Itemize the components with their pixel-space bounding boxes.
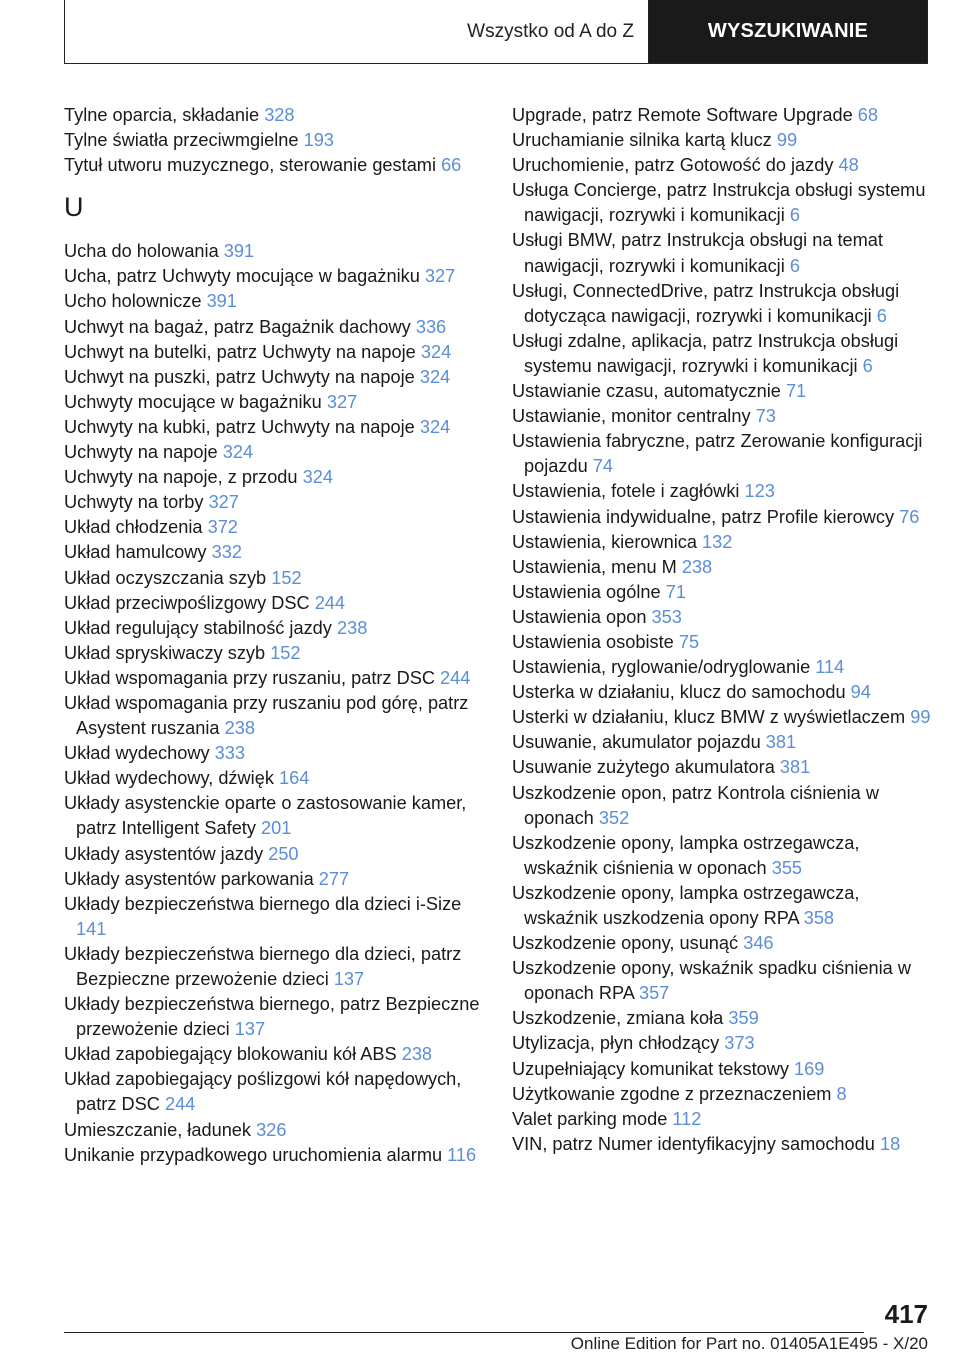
index-entry-text: Ucha do holowania [64,241,219,262]
index-entry [64,365,484,390]
index-entry [64,340,484,365]
index-page-link[interactable]: 327 [326,391,358,412]
index-entry [64,867,484,892]
index-page-link[interactable]: 238 [401,1044,433,1065]
index-entry-text: Uchwyt na bagaż, patrz Bagażnik dachowy [64,316,411,337]
index-entry [512,279,932,329]
index-entry-text: Układy asystentów parkowania [64,868,314,889]
index-page-link[interactable]: 391 [206,291,237,312]
index-entry-text: Układy asystenckie oparte o zastosowanie kamer, patrz Intelligent Safety [64,793,467,839]
index-entries-t [64,103,484,178]
section-letter-u: U [64,192,84,223]
index-page-link[interactable]: 74 [592,456,614,477]
index-page-link[interactable]: 48 [838,155,859,176]
index-entry [512,530,932,555]
index-page-link[interactable]: 152 [270,642,301,663]
index-entry-text: Ustawienia fabryczne, patrz Zerowanie konfiguracji pojazdu [512,431,923,477]
index-entry [512,881,932,931]
index-entry [512,153,932,178]
index-entry-text: Użytkowanie zgodne z przeznaczeniem [512,1083,832,1104]
index-entry-text: Uszkodzenie opony, lampka ostrzegawcza, wskaźnik uszkodzenia opony RPA [512,882,860,928]
index-entry-text: Ustawienia indywidualne, patrz Profile kierowcy [512,506,895,527]
index-entry-text: Usługi zdalne, aplikacja, patrz Instrukcja obsługi systemu nawigacji, rozrywki i komunikacji [512,330,899,376]
index-entry-text: Uchwyty na kubki, patrz Uchwyty na napoje [64,416,415,437]
index-entry [512,1006,932,1031]
index-entry-text: Utylizacja, płyn chłodzący [512,1033,720,1054]
page-number: 417 [884,1299,928,1329]
index-entry [512,178,932,228]
index-entry-text: Układ zapobiegający poślizgowi kół napędowych, patrz DSC [64,1069,462,1115]
index-entry [64,465,484,490]
index-column-left [64,103,484,1168]
index-entry-text: Uruchamianie silnika kartą klucz [512,130,772,151]
index-page-link[interactable]: 112 [672,1108,702,1129]
index-page-link[interactable]: 324 [420,341,452,362]
index-page-link[interactable]: 250 [268,843,299,864]
index-page-link[interactable]: 75 [678,631,700,652]
index-page-link[interactable]: 6 [789,255,800,276]
index-entry [64,741,484,766]
index-page-link[interactable]: 66 [441,155,462,176]
index-entry [512,831,932,881]
index-entry [512,755,932,780]
index-page-link[interactable]: 114 [815,657,845,678]
index-entry [512,379,932,404]
index-page-link[interactable]: 6 [876,305,887,326]
index-page-link[interactable]: 357 [638,983,670,1004]
index-entry [64,1118,484,1143]
index-page-link[interactable]: 137 [333,969,365,989]
index-page-link[interactable]: 353 [651,606,682,627]
index-page-link[interactable]: 336 [415,316,447,337]
index-page-link[interactable]: 324 [222,442,254,463]
index-entry [512,103,932,128]
index-entry-text: Usuwanie zużytego akumulatora [512,757,775,778]
index-entry-text: Tylne światła przeciwmgielne [64,130,299,151]
index-entry [512,1107,932,1132]
index-column-right [512,103,932,1157]
index-page-link[interactable]: 324 [419,416,451,437]
index-entry-text: Uchwyty na napoje, z przodu [64,467,298,488]
index-entry [512,329,932,379]
header-bar [64,0,928,64]
index-entry-text: Uchwyt na puszki, patrz Uchwyty na napoje [64,366,415,387]
index-page-link[interactable]: 99 [776,130,798,151]
index-entry [64,791,484,841]
index-page-link[interactable]: 238 [224,718,255,739]
index-page-link[interactable]: 355 [771,857,803,878]
index-entry-text: Unikanie przypadkowego uruchomienia alarmu [64,1144,443,1165]
index-page-link[interactable]: 193 [303,130,334,151]
index-page-link[interactable]: 73 [755,406,776,427]
index-entry [512,228,932,278]
index-page-link[interactable]: 152 [271,567,302,588]
index-entries-u-v [512,103,932,1157]
index-entry-text: Układ wydechowy [64,743,210,764]
index-entry-text: Ustawianie czasu, automatycznie [512,381,781,402]
index-entry [64,390,484,415]
index-page-link[interactable]: 381 [765,732,797,753]
index-entry [64,942,484,992]
index-entry-text: Uszkodzenie opony, usunąć [512,933,739,954]
index-entry [64,264,484,289]
index-page-link[interactable]: 116 [447,1144,477,1165]
index-entry [512,1031,932,1056]
index-page-link[interactable]: 201 [261,818,292,839]
index-entry [512,931,932,956]
index-entry-text: Tytuł utworu muzycznego, sterowanie gestami [64,155,436,176]
index-page-link[interactable]: 6 [789,205,800,226]
index-page-link[interactable]: 332 [211,542,242,563]
index-entry [512,680,932,705]
index-entry-text: Usterka w działaniu, klucz do samochodu [512,682,846,703]
index-entry [512,580,932,605]
index-entry [64,1067,484,1117]
index-entry-text: Ucho holownicze [64,291,202,312]
index-entry [64,540,484,565]
index-page-link[interactable]: 346 [743,933,774,954]
index-entry [512,404,932,429]
index-entry-text: Usługi, ConnectedDrive, patrz Instrukcja obsługi dotycząca nawigacji, rozrywki i komunikacji [512,280,900,326]
index-entry [64,766,484,791]
index-entry-text: Umieszczanie, ładunek [64,1119,252,1140]
index-page-link[interactable]: 358 [803,908,835,928]
index-entry-text: Uszkodzenie opony, wskaźnik spadku ciśnienia w oponach RPA [512,958,911,1004]
index-entry-text: Układ wspomagania przy ruszaniu, patrz DSC [64,667,435,688]
index-entry-text: Układy bezpieczeństwa biernego dla dzieci i-Size [64,893,462,914]
index-page-link[interactable]: 164 [278,768,310,789]
index-page-link[interactable]: 244 [164,1094,196,1115]
index-entry-text: Ustawienia, fotele i zagłówki [512,481,740,502]
index-entry-text: Usługi BMW, patrz Instrukcja obsługi na temat nawigacji, rozrywki i komunikacji [512,230,883,276]
index-page-link[interactable]: 372 [207,517,238,538]
index-page-link[interactable]: 71 [665,581,686,602]
index-entry-text: Ustawienia osobiste [512,631,674,652]
index-page-link[interactable]: 391 [223,241,255,262]
index-entry-text: Uchwyty mocujące w bagażniku [64,391,322,412]
index-page-link[interactable]: 99 [910,707,931,728]
index-entry-text: Układ przeciwpoślizgowy DSC [64,592,310,613]
index-page-link[interactable]: 132 [702,531,733,552]
index-entry [64,992,484,1042]
index-entry-text: Ustawienia opon [512,606,647,627]
index-page-link[interactable]: 324 [302,467,333,488]
footer-edition: Online Edition for Part no. 01405A1E495 - X/20 [570,1334,928,1353]
index-page-link[interactable]: 324 [419,366,451,387]
index-entry-text: Usługa Concierge, patrz Instrukcja obsługi systemu nawigacji, rozrywki i komunikacji [512,180,926,226]
index-entry-text: Uchwyty na torby [64,492,204,513]
index-page-link[interactable]: 244 [314,592,346,613]
index-entry [64,842,484,867]
index-page-link[interactable]: 352 [598,807,630,828]
index-entry-text: Uchwyty na napoje [64,442,218,463]
index-entry-text: Układ wspomagania przy ruszaniu pod górę, patrz Asystent ruszania [64,692,469,739]
index-entry-text: Uszkodzenie opony, lampka ostrzegawcza, wskaźnik ciśnienia w oponach [512,832,860,878]
index-entry [512,555,932,580]
index-entry-text: Ustawienia, kierownica [512,531,697,552]
index-entry-text: Uzupełniający komunikat tekstowy [512,1058,789,1079]
index-entry [64,289,484,314]
index-page-link[interactable]: 277 [318,868,350,889]
index-entry [64,691,484,741]
index-page-link[interactable]: 141 [76,918,107,939]
index-entry [64,103,484,128]
index-entry [64,641,484,666]
tab-wyszukiwanie[interactable]: WYSZUKIWANIE [649,0,927,63]
index-page-link[interactable]: 8 [836,1083,847,1104]
index-entry [512,1082,932,1107]
index-page-link[interactable]: 137 [234,1019,266,1040]
index-entry-text: Ucha, patrz Uchwyty mocujące w bagażniku [64,266,420,287]
index-entry [64,1042,484,1067]
index-page-link[interactable]: 326 [256,1119,287,1140]
index-entry [512,429,932,479]
index-entry [64,239,484,264]
index-entry [64,591,484,616]
index-entry [512,128,932,153]
index-page-link[interactable]: 359 [728,1008,759,1029]
index-page-link[interactable]: 6 [862,355,873,376]
footer-divider [64,1332,864,1333]
index-entry [512,655,932,680]
index-entry-text: Układ zapobiegający blokowaniu kół ABS [64,1044,397,1065]
index-entry [512,1057,932,1082]
index-page-link[interactable]: 169 [794,1058,825,1079]
index-entry [64,440,484,465]
index-entry [512,605,932,630]
index-page-link[interactable]: 381 [779,757,811,778]
index-entry-text: Uruchomienie, patrz Gotowość do jazdy [512,155,834,176]
index-entry-text: Uszkodzenie opon, patrz Kontrola ciśnienia w oponach [512,782,879,828]
index-entry-text: Układy bezpieczeństwa biernego, patrz Bezpieczne przewożenie dzieci [64,994,480,1040]
index-entry [64,315,484,340]
index-entry [64,515,484,540]
index-entry [64,415,484,440]
index-entry [512,1132,932,1157]
index-entry-text: Układ spryskiwaczy szyb [64,642,266,663]
index-page-link[interactable]: 333 [214,743,245,764]
index-page-link[interactable]: 327 [424,266,456,287]
index-entry-text: Układ regulujący stabilność jazdy [64,617,332,638]
index-entry-text: Układ oczyszczania szyb [64,567,267,588]
index-entry [64,892,484,942]
index-entry-text: Usuwanie, akumulator pojazdu [512,732,761,753]
index-entry [512,730,932,755]
index-page-link[interactable]: 68 [857,105,878,125]
index-entry [512,705,932,730]
index-entries-u [64,239,484,1167]
index-page-link[interactable]: 76 [899,506,920,527]
index-page-link[interactable]: 71 [785,381,807,402]
index-page-link[interactable]: 238 [681,556,713,577]
index-entry [64,666,484,691]
index-entry-text: Ustawienia ogólne [512,581,661,602]
index-page-link[interactable]: 123 [744,481,775,502]
index-entry [64,128,484,153]
index-entry-text: Układy bezpieczeństwa biernego dla dzieci, patrz Bezpieczne przewożenie dzieci [64,943,462,989]
index-entry [512,630,932,655]
tab-wszystko-od-a-do-z[interactable]: Wszystko od A do Z [65,0,649,63]
index-entry-text: Uchwyt na butelki, patrz Uchwyty na napoje [64,341,416,362]
index-page-link[interactable]: 238 [336,617,368,638]
index-page-link[interactable]: 94 [850,682,871,703]
index-page-link[interactable]: 373 [724,1033,755,1054]
index-entry-text: Układ chłodzenia [64,517,203,538]
index-entry [64,566,484,591]
index-entry-text: Układy asystentów jazdy [64,843,264,864]
index-entry-text: Ustawienia, ryglowanie/odryglowanie [512,657,811,678]
index-entry [64,490,484,515]
index-page-link[interactable]: 328 [264,105,295,125]
index-page-link[interactable]: 244 [440,667,471,688]
index-entry-text: Upgrade, patrz Remote Software Upgrade [512,105,853,125]
index-entry-text: Uszkodzenie, zmiana koła [512,1008,724,1029]
index-entry-text: Układ wydechowy, dźwięk [64,768,274,789]
index-entry [64,616,484,641]
index-entry-text: Ustawianie, monitor centralny [512,406,751,427]
index-entry [512,956,932,1006]
index-entry-text: Ustawienia, menu M [512,556,677,577]
index-entry [512,479,932,504]
index-entry [64,153,484,178]
index-page-link[interactable]: 18 [879,1133,901,1154]
index-entry-text: Usterki w działaniu, klucz BMW z wyświetlaczem [512,707,906,728]
index-entry-text: Valet parking mode [512,1108,668,1129]
index-page-link[interactable]: 327 [208,492,239,513]
index-entry-text: VIN, patrz Numer identyfikacyjny samochodu [512,1133,875,1154]
index-entry [64,1143,484,1168]
index-entry [512,505,932,530]
index-entry [512,781,932,831]
index-entry-text: Tylne oparcia, składanie [64,105,260,125]
index-entry-text: Układ hamulcowy [64,542,207,563]
